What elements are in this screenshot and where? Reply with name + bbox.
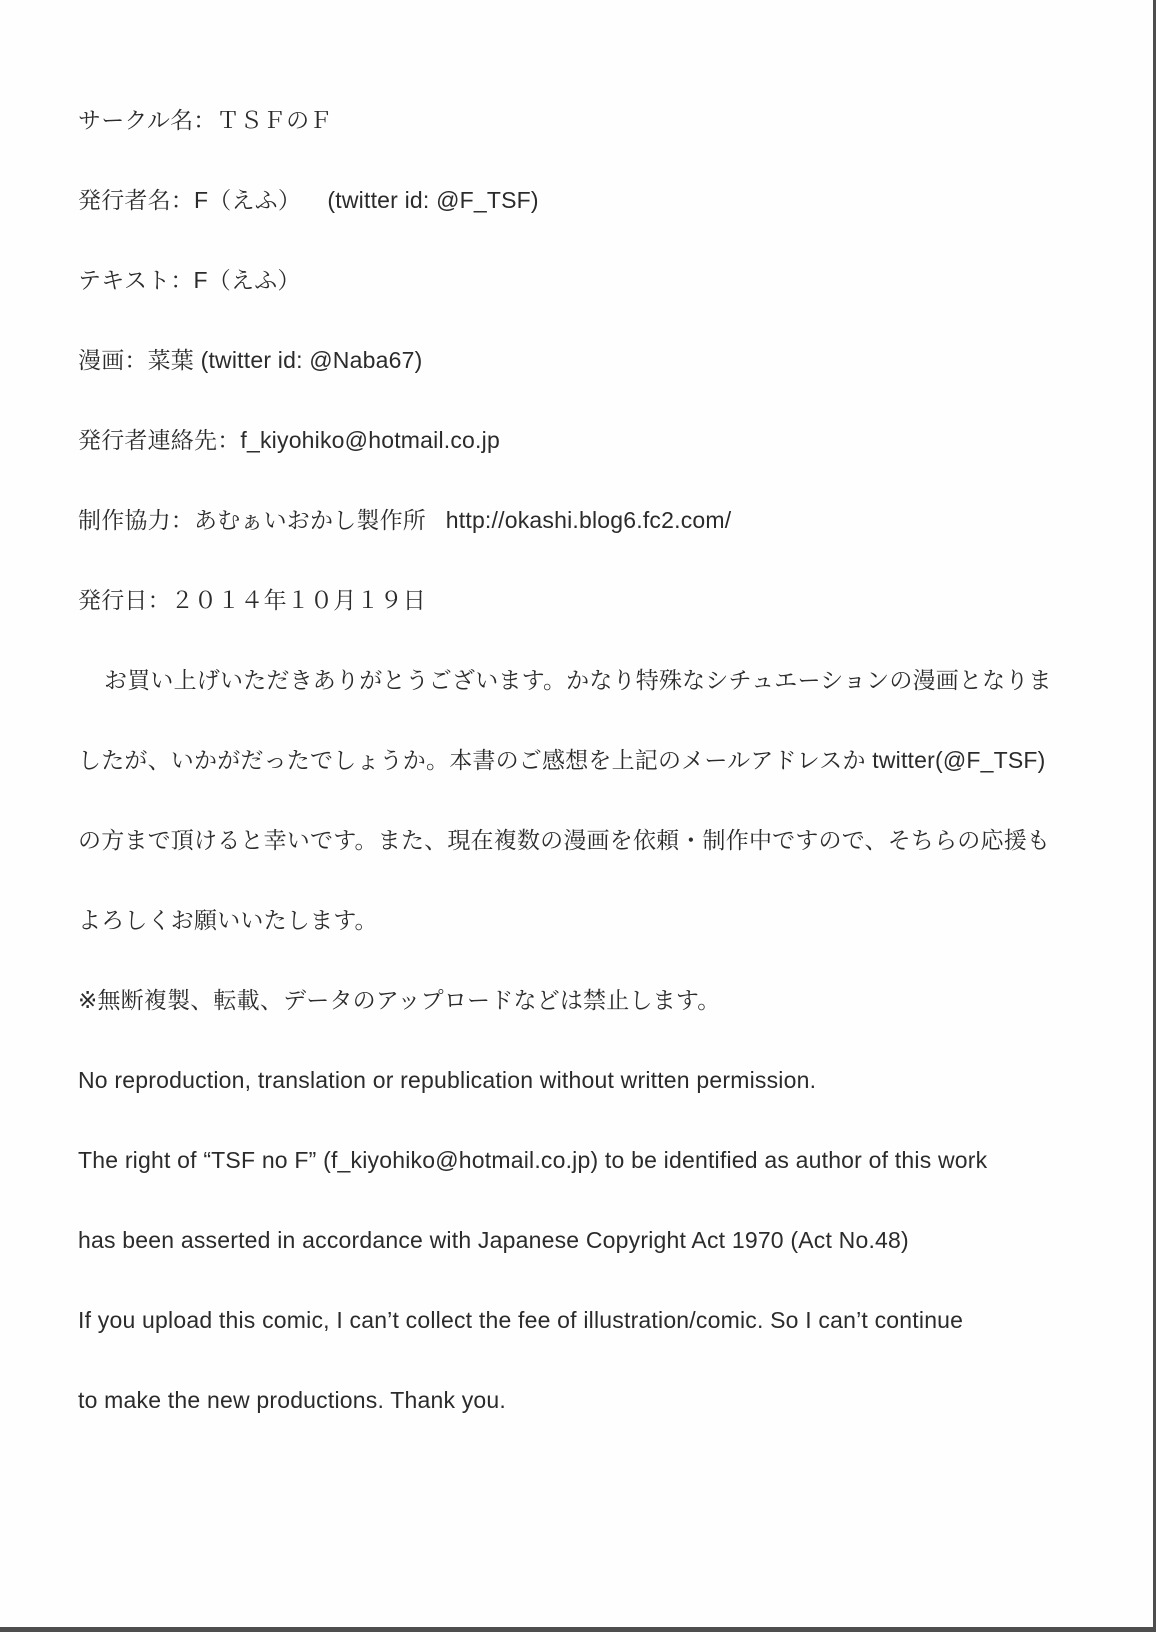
publisher-contact-line: 発行者連絡先：f_kiyohiko@hotmail.co.jp <box>78 427 500 453</box>
thanks-paragraph-line-3: の方まで頂けると幸いです。また、現在複数の漫画を依頼・制作中ですので、そちらの応援も <box>78 827 1051 853</box>
publisher-name-line: 発行者名：F（えふ） (twitter id: @F_TSF) <box>78 187 539 213</box>
english-upload-warning-line-1: If you upload this comic, I can’t collect the fee of illustration/comic. So I can’t continue <box>78 1307 964 1333</box>
circle-name-line: サークル名：ＴＳＦのＦ <box>78 107 333 133</box>
english-rights-line-1: The right of “TSF no F” (f_kiyohiko@hotmail.co.jp) to be identified as author of this work <box>78 1147 988 1173</box>
english-permission-line: No reproduction, translation or republication without written permission. <box>78 1067 817 1093</box>
thanks-paragraph-line-4: よろしくお願いいたします。 <box>78 907 378 933</box>
thanks-paragraph-line-1: お買い上げいただきありがとうございます。かなり特殊なシチュエーションの漫画となりま <box>104 667 1052 693</box>
english-rights-line-2: has been asserted in accordance with Japanese Copyright Act 1970 (Act No.48) <box>78 1227 909 1253</box>
no-copy-notice-line: ※無断複製、転載、データのアップロードなどは禁止します。 <box>78 987 721 1013</box>
manga-credit-line: 漫画：菜葉 (twitter id: @Naba67) <box>78 347 423 373</box>
thanks-paragraph-line-2: したが、いかがだったでしょうか。本書のご感想を上記のメールアドレスか twitter(@F_TSF) <box>78 747 1046 773</box>
english-upload-warning-line-2: to make the new productions. Thank you. <box>78 1387 507 1413</box>
cooperation-line: 制作協力：あむぁいおかし製作所 http://okashi.blog6.fc2.com/ <box>78 507 732 533</box>
publication-date-line: 発行日：２０１４年１０月１９日 <box>78 587 426 613</box>
text-credit-line: テキスト：F（えふ） <box>78 267 301 293</box>
